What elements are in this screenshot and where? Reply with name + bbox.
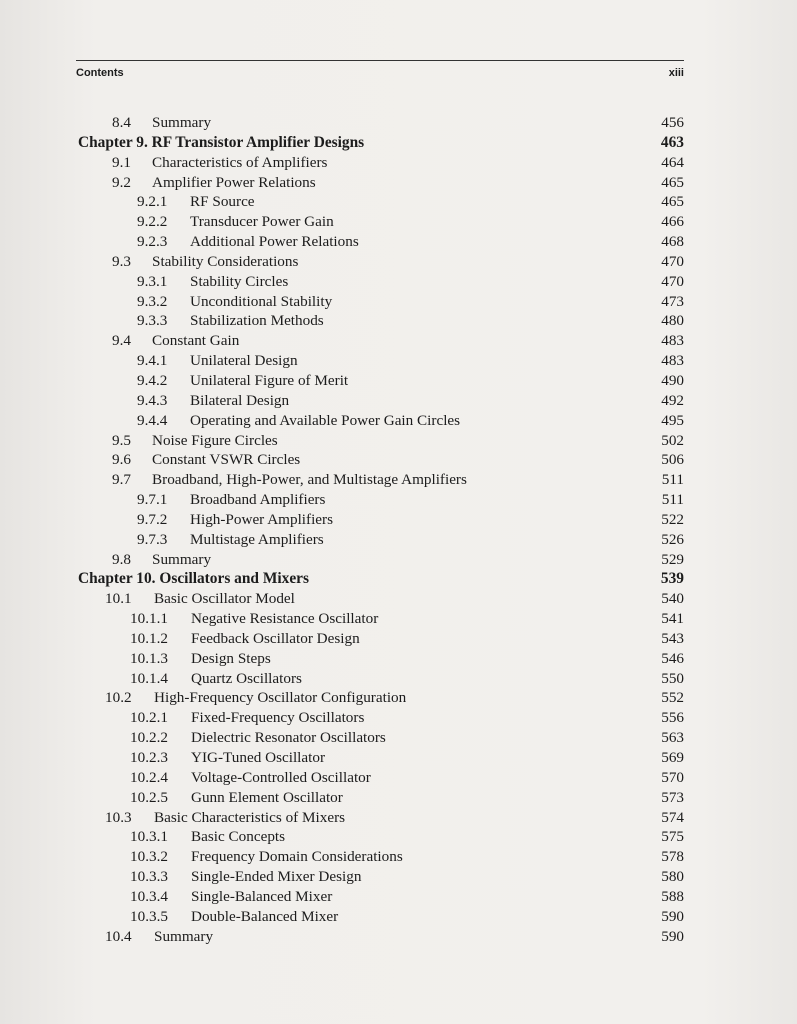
toc-entry-page: 464	[661, 153, 684, 171]
toc-entry-row	[76, 847, 684, 867]
toc-entry-row	[76, 490, 684, 510]
toc-entry-title: Frequency Domain Considerations	[191, 848, 403, 866]
toc-entry-page: 465	[661, 173, 684, 191]
toc-entry-page: 552	[661, 689, 684, 707]
toc-entry-title: Constant VSWR Circles	[152, 451, 301, 469]
toc-entry-page: 483	[661, 332, 684, 350]
toc-entry-page: 470	[661, 272, 684, 290]
toc-entry-row	[76, 530, 684, 550]
toc-entry-row	[76, 391, 684, 411]
toc-entry-row	[76, 589, 684, 609]
toc-entry-page: 590	[661, 907, 684, 925]
toc-entry-page: 570	[661, 768, 684, 786]
toc-entry-title: Basic Oscillator Model	[154, 590, 295, 608]
toc-entry-title: High-Power Amplifiers	[190, 510, 333, 528]
toc-entry-page: 526	[661, 530, 684, 548]
toc-entry-page: 529	[661, 550, 684, 568]
toc-entry-page: 575	[661, 828, 684, 846]
toc-entry-page: 574	[661, 808, 684, 826]
toc-entry-title: Chapter 10. Oscillators and Mixers	[78, 570, 309, 588]
toc-entry-number: 10.1.1	[130, 610, 168, 628]
toc-entry-row	[76, 292, 684, 312]
toc-entry-number: 10.2.4	[130, 768, 168, 786]
toc-entry-page: 546	[661, 649, 684, 667]
toc-entry-row	[76, 311, 684, 331]
toc-entry-page: 590	[661, 927, 684, 945]
toc-entry-number: 10.1.3	[130, 649, 168, 667]
toc-entry-page: 541	[661, 610, 684, 628]
toc-entry-row	[76, 272, 684, 292]
toc-entry-title: Basic Characteristics of Mixers	[154, 808, 346, 826]
toc-entry-page: 473	[661, 292, 684, 310]
toc-entry-row	[76, 411, 684, 431]
toc-entry-number: 9.3	[112, 252, 131, 270]
toc-entry-page: 540	[661, 590, 684, 608]
toc-chapter-row	[76, 569, 684, 589]
toc-entry-title: Unilateral Figure of Merit	[190, 371, 349, 389]
toc-entry-title: Voltage-Controlled Oscillator	[191, 768, 371, 786]
toc-entry-title: Unconditional Stability	[190, 292, 333, 310]
toc-chapter-row	[76, 133, 684, 153]
toc-entry-title: Additional Power Relations	[190, 233, 359, 251]
toc-entry-number: 10.2.2	[130, 729, 168, 747]
toc-entry-number: 9.4.3	[137, 391, 168, 409]
toc-entry-row	[76, 649, 684, 669]
toc-entry-title: Broadband, High-Power, and Multistage Amplifiers	[152, 471, 467, 489]
toc-entry-title: Feedback Oscillator Design	[191, 629, 360, 647]
toc-entry-row	[76, 808, 684, 828]
running-head-title: Contents	[76, 67, 124, 79]
toc-entry-title: Chapter 9. RF Transistor Amplifier Designs	[78, 133, 365, 151]
toc-entry-number: 9.7	[112, 471, 131, 489]
toc-entry-title: Negative Resistance Oscillator	[191, 610, 379, 628]
toc-entry-number: 9.3.3	[137, 312, 168, 330]
toc-entry-title: YIG-Tuned Oscillator	[191, 749, 326, 766]
toc-entry-row	[76, 788, 684, 808]
toc-entry-number: 10.3.1	[130, 828, 168, 846]
toc-entry-row	[76, 212, 684, 232]
toc-entry-page: 466	[661, 213, 684, 231]
toc-entry-page: 470	[661, 252, 684, 270]
toc-entry-title: Single-Balanced Mixer	[191, 887, 333, 905]
toc-entry-number: 9.4.1	[137, 352, 168, 370]
toc-entry-row	[76, 688, 684, 708]
toc-entry-row	[76, 827, 684, 847]
toc-entry-title: Characteristics of Amplifiers	[152, 153, 328, 171]
running-head-page-number: xiii	[668, 67, 684, 79]
toc-entry-page: 550	[661, 669, 684, 687]
toc-entry-row	[76, 252, 684, 272]
toc-entry-page: 511	[661, 471, 684, 489]
toc-entry-row	[76, 728, 684, 748]
toc-entry-page: 490	[661, 371, 684, 389]
toc-entry-row	[76, 351, 684, 371]
toc-entry-title: Gunn Element Oscillator	[191, 788, 343, 806]
toc-entry-number: 8.4	[112, 114, 131, 131]
running-head	[76, 60, 684, 83]
toc-entry-row	[76, 748, 684, 768]
toc-entry-row	[76, 192, 684, 212]
toc-entry-title: Stability Circles	[190, 272, 289, 290]
toc-entry-title: Design Steps	[191, 649, 271, 667]
toc-entry-title: Bilateral Design	[190, 391, 290, 409]
toc-entry-number: 10.3.3	[130, 868, 168, 886]
toc-entry-page: 543	[661, 629, 684, 647]
toc-entry-title: Basic Concepts	[191, 828, 286, 846]
toc-entry-number: 10.1.2	[130, 629, 168, 647]
toc-entry-row	[76, 867, 684, 887]
toc-entry-page: 463	[660, 133, 684, 151]
toc-entry-row	[76, 629, 684, 649]
toc-entry-page: 556	[661, 709, 684, 727]
toc-entry-page: 502	[661, 431, 684, 449]
toc-entry-title: RF Source	[190, 193, 255, 211]
toc-entry-title: Noise Figure Circles	[152, 431, 278, 449]
toc-entry-page: 563	[661, 729, 684, 747]
toc-entry-page: 506	[661, 451, 684, 469]
toc-entry-title: Double-Balanced Mixer	[191, 907, 339, 925]
toc-entry-row	[76, 510, 684, 530]
toc-entry-title: Operating and Available Power Gain Circles	[190, 411, 461, 429]
toc-entry-number: 9.1	[112, 153, 131, 171]
toc-entry-page: 580	[661, 868, 684, 886]
toc-entry-title: High-Frequency Oscillator Configuration	[154, 689, 407, 707]
toc-entry-number: 10.2.1	[130, 709, 168, 727]
toc-entry-title: Single-Ended Mixer Design	[191, 868, 362, 886]
toc-entry-page: 492	[661, 391, 684, 409]
toc-entry-number: 9.7.3	[137, 530, 168, 548]
toc-entry-number: 10.4	[105, 927, 132, 945]
toc-entry-page: 456	[661, 114, 684, 131]
toc-entry-number: 9.5	[112, 431, 131, 449]
toc-entry-number: 9.3.1	[137, 272, 168, 290]
toc-entry-row	[76, 669, 684, 689]
toc-entry-row	[76, 331, 684, 351]
toc-entry-page: 539	[660, 570, 684, 588]
toc-entry-number: 10.2.3	[130, 749, 168, 766]
toc-entry-title: Stability Considerations	[152, 252, 299, 270]
toc-entry-number: 9.2	[112, 173, 131, 191]
toc-entry-page: 465	[661, 193, 684, 211]
toc-entry-row	[76, 768, 684, 788]
toc-entry-number: 9.2.3	[137, 233, 168, 251]
toc-entry-page: 578	[661, 848, 684, 866]
toc-entry-row	[76, 173, 684, 193]
toc-entry-row	[76, 153, 684, 173]
toc-entry-row	[76, 927, 684, 947]
toc-entry-number: 9.4.4	[137, 411, 168, 429]
toc-entry-title: Summary	[152, 114, 212, 131]
toc-entry-number: 10.2	[105, 689, 132, 707]
toc-entry-row	[76, 431, 684, 451]
toc-entry-title: Transducer Power Gain	[190, 213, 334, 231]
toc-entry-row	[76, 113, 684, 133]
toc-entry-title: Stabilization Methods	[190, 312, 324, 330]
toc-entry-number: 9.7.2	[137, 510, 168, 528]
toc-entry-row	[76, 450, 684, 470]
toc-entry-number: 9.2.2	[137, 213, 168, 231]
toc-entry-row	[76, 609, 684, 629]
toc-entry-number: 10.3.5	[130, 907, 168, 925]
toc-entry-title: Broadband Amplifiers	[190, 491, 326, 509]
toc-entry-number: 10.1.4	[130, 669, 168, 687]
toc-entry-row	[76, 708, 684, 728]
toc-entry-title: Summary	[152, 550, 212, 568]
toc-entry-number: 10.3	[105, 808, 132, 826]
toc-entry-number: 9.3.2	[137, 292, 168, 310]
table-of-contents	[76, 113, 684, 946]
toc-entry-row	[76, 887, 684, 907]
toc-entry-page: 588	[661, 887, 684, 905]
toc-entry-page: 495	[661, 411, 684, 429]
toc-entry-number: 10.3.4	[130, 887, 168, 905]
toc-entry-title: Fixed-Frequency Oscillators	[191, 709, 365, 727]
toc-entry-title: Quartz Oscillators	[191, 669, 302, 687]
toc-entry-number: 9.2.1	[137, 193, 168, 211]
toc-entry-page: 573	[661, 788, 684, 806]
toc-entry-title: Constant Gain	[152, 332, 240, 350]
toc-entry-row	[76, 470, 684, 490]
toc-entry-title: Unilateral Design	[190, 352, 298, 370]
toc-entry-number: 9.4	[112, 332, 131, 350]
toc-entry-page: 480	[661, 312, 684, 330]
toc-entry-row	[76, 550, 684, 570]
toc-entry-number: 10.2.5	[130, 788, 168, 806]
toc-entry-number: 9.8	[112, 550, 131, 568]
toc-entry-page: 569	[661, 749, 684, 766]
toc-entry-title: Multistage Amplifiers	[190, 530, 324, 548]
toc-entry-title: Amplifier Power Relations	[152, 173, 316, 191]
toc-entry-number: 10.3.2	[130, 848, 168, 866]
toc-entry-row	[76, 907, 684, 927]
toc-entry-number: 9.6	[112, 451, 131, 469]
toc-entry-page: 468	[661, 233, 684, 251]
toc-entry-title: Summary	[154, 927, 214, 945]
toc-entry-title: Dielectric Resonator Oscillators	[191, 729, 386, 747]
toc-entry-page: 522	[661, 510, 684, 528]
toc-entry-page: 511	[661, 491, 684, 509]
toc-entry-row	[76, 371, 684, 391]
toc-entry-row	[76, 232, 684, 252]
toc-entry-number: 9.4.2	[137, 371, 168, 389]
toc-entry-number: 9.7.1	[137, 491, 168, 509]
toc-entry-number: 10.1	[105, 590, 132, 608]
toc-entry-page: 483	[661, 352, 684, 370]
